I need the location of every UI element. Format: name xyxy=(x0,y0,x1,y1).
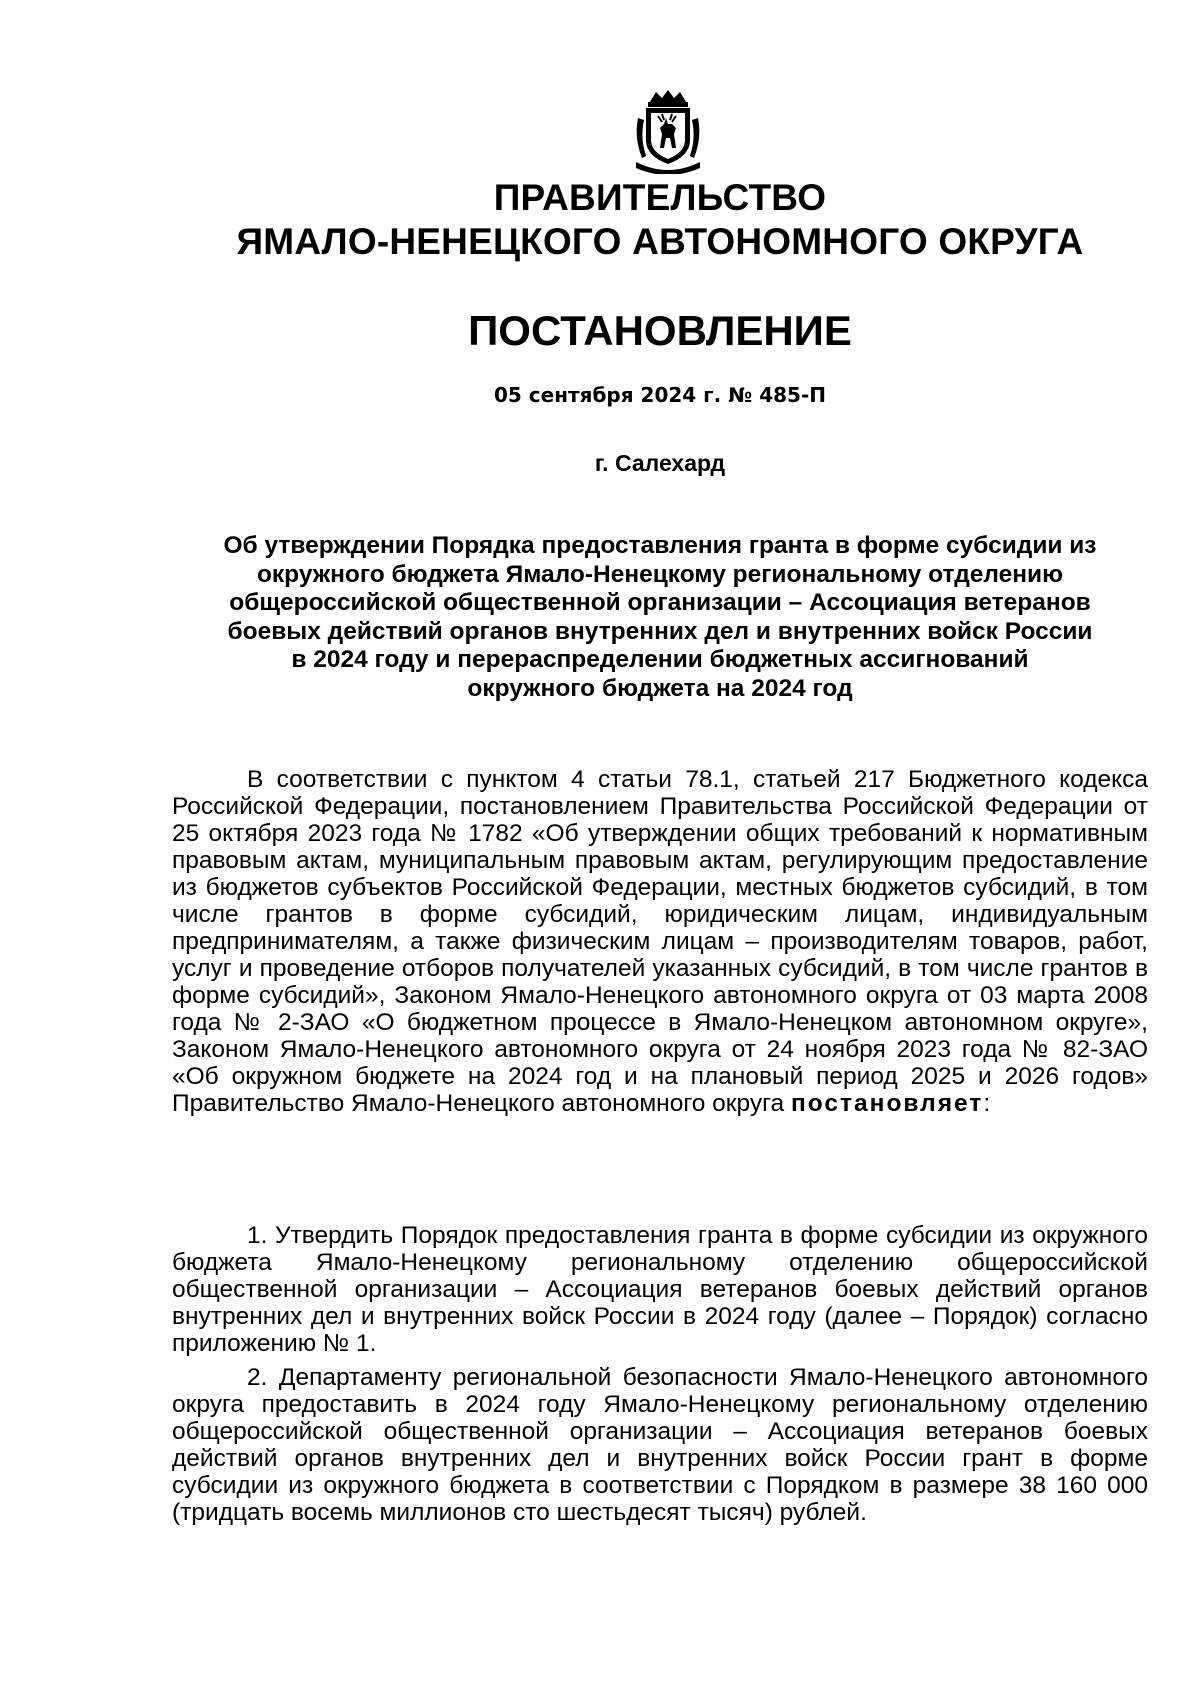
preamble-text: В соответствии с пунктом 4 статьи 78.1, статьей 217 Бюджетного кодекса Российской Федерации, постановлением Правительства Российской Федерации от 25 октября 2023 года № 1782 «Об утверждении общих требований к нормативным правовым актам, муниципальным правовым актам, регулирующим предоставление из бюджетов субъектов Российской Федерации, местных бюджетов субсидий, в том числе грантов в форме субсидий, юридическим лицам, индивидуальным предпринимателям, а также физическим лицам – производителям товаров, работ, услуг и проведение отборов получателей указанных субсидий, в том числе грантов в форме субсидий», Законом Ямало-Ненецкого автономного округа от 03 марта 2008 года № 2-ЗАО «О бюджетном процессе в Ямало-Ненецком автономном округе», Законом Ямало-Ненецкого автономного округа от 24 ноября 2023 года № 82-ЗАО «Об окружном бюджете на 2024 год и на плановый период 2025 и 2026 годов» Правительство Ямало-Ненецкого автономного округа xyxy=(172,766,1148,1117)
org-title-line2: ЯМАЛО-НЕНЕЦКОГО АВТОНОМНОГО ОКРУГА xyxy=(236,221,1084,262)
item-1-text: 1. Утвердить Порядок предоставления гранта в форме субсидии из окружного бюджета Ямало-Ненецкому региональному отделению общероссийской общественной организации – Ассоциация ветеранов боевых действий органов внутренних дел и внутренних войск России в 2024 году (далее – Порядок) согласно приложению № 1. xyxy=(172,1222,1148,1357)
document-city: г. Салехард xyxy=(594,450,726,476)
subject-line: Об утверждении Порядка предоставления гранта в форме субсидии из xyxy=(223,532,1097,559)
item-2-text: 2. Департаменту региональной безопасности Ямало-Ненецкого автономного округа предоставить в 2024 году Ямало-Ненецкому региональному отделению общероссийской общественной организации – Ассоциация ветеранов боевых действий органов внутренних дел и внутренних войск России грант в форме субсидии из окружного бюджета в соответствии с Порядком в размере 38 160 000 (тридцать восемь миллионов сто шестьдесят тысяч) рублей. xyxy=(172,1364,1148,1526)
subject-line: боевых действий органов внутренних дел и внутренних войск России xyxy=(227,617,1093,645)
resolves-word: постановляет xyxy=(790,1090,984,1117)
subject-line: в 2024 году и перераспределении бюджетных ассигнований xyxy=(291,646,1029,673)
preamble-paragraph xyxy=(172,766,1148,1117)
document-date-number: 05 сентября 2024 г. № 485-П xyxy=(493,383,826,407)
resolves-suffix: : xyxy=(983,1090,991,1117)
document-subject xyxy=(160,532,1160,703)
item-2-paragraph xyxy=(172,1364,1148,1526)
document-type-heading: ПОСТАНОВЛЕНИЕ xyxy=(468,307,852,354)
subject-line: окружного бюджета на 2024 год xyxy=(467,674,853,702)
subject-line: общероссийской общественной организации – Ассоциация ветеранов xyxy=(229,589,1091,616)
coat-of-arms-icon xyxy=(626,88,710,174)
org-title-line1: ПРАВИТЕЛЬСТВО xyxy=(493,177,827,218)
item-1-paragraph xyxy=(172,1222,1148,1357)
subject-line: окружного бюджета Ямало-Ненецкому региональному отделению xyxy=(256,560,1064,588)
